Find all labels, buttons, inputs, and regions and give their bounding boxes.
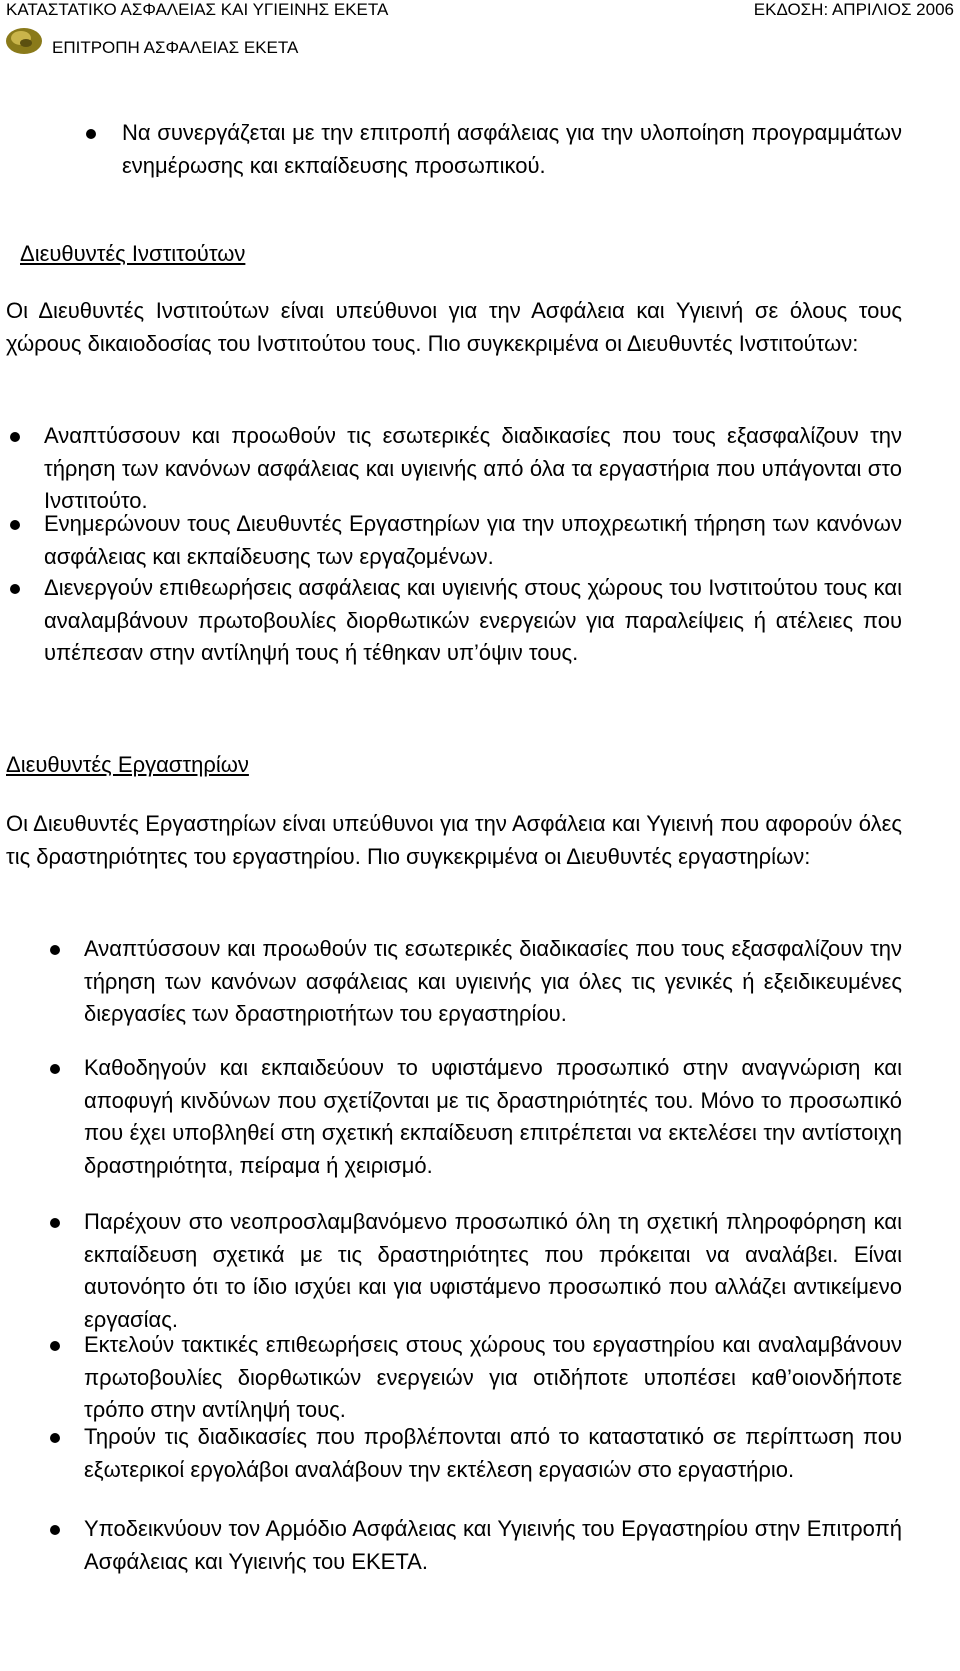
list-item: Εκτελούν τακτικές επιθεωρήσεις στους χώρους του εργαστηρίου και αναλαμβάνουν πρωτοβουλίες διορθωτικών ενεργειών για οτιδήποτε υποπέσει καθ’οιονδήποτε τρόπο στην αντίληψή τους. [84,1332,902,1422]
page-header [0,0,960,62]
list-item: Ενημερώνουν τους Διευθυντές Εργαστηρίων για την υποχρεωτική τήρηση των κανόνων ασφάλειας και εκπαίδευσης των εργαζομένων. [44,511,902,569]
bullet-icon [86,129,96,139]
list-item: Να συνεργάζεται με την επιτροπή ασφάλειας για την υλοποίηση προγραμμάτων ενημέρωσης και εκπαίδευσης προσωπικού. [122,120,902,178]
document-title: ΚΑΤΑΣΤΑΤΙΚΟ ΑΣΦΑΛΕΙΑΣ ΚΑΙ ΥΓΙΕΙΝΗΣ ΕΚΕΤΑ [6,0,389,19]
section-paragraph: Οι Διευθυντές Ινστιτούτων είναι υπεύθυνοι για την Ασφάλεια και Υγιεινή σε όλους τους χώρους δικαιοδοσίας του Ινστιτούτου τους. Πιο συγκεκριμένα οι Διευθυντές Ινστιτούτων: [6,298,902,356]
list-item: Αναπτύσσουν και προωθούν τις εσωτερικές διαδικασίες που τους εξασφαλίζουν την τήρηση των κανόνων ασφάλειας και υγιεινής από όλα τα εργαστήρια που υπάγονται στο Ινστιτούτο. [44,423,902,513]
list-item: Παρέχουν στο νεοπροσλαμβανόμενο προσωπικό όλη τη σχετική πληροφόρηση και εκπαίδευση σχετικά με τις δραστηριότητες που πρόκειται να αναλάβει. Είναι αυτονόητο ότι το ίδιο ισχύει και για υφιστάμενο προσωπικό που αλλάζει αντικείμενο εργασίας. [84,1209,902,1332]
bullet-icon [50,1433,60,1443]
section-paragraph: Οι Διευθυντές Εργαστηρίων είναι υπεύθυνοι για την Ασφάλεια και Υγιεινή που αφορούν όλες τις δραστηριότητες του εργαστηρίου. Πιο συγκεκριμένα οι Διευθυντές εργαστηρίων: [6,811,902,869]
list-item: Διενεργούν επιθεωρήσεις ασφάλειας και υγιεινής στους χώρους του Ινστιτούτου τους και αναλαμβάνουν πρωτοβουλίες διορθωτικών ενεργειών για παραλείψεις ή ατέλειες που υπέπεσαν στην αντίληψή τους ή τέθηκαν υπ’όψιν τους. [44,575,902,665]
section-heading: Διευθυντές Εργαστηρίων [6,752,249,777]
section-heading: Διευθυντές Ινστιτούτων [20,241,246,266]
bullet-icon [50,1218,60,1228]
bullet-icon [50,1341,60,1351]
bullet-icon [10,432,20,442]
bullet-icon [10,520,20,530]
list-item: Τηρούν τις διαδικασίες που προβλέπονται από το καταστατικό σε περίπτωση που εξωτερικοί εργολάβοι αναλάβουν την εκτέλεση εργασιών στο εργαστήριο. [84,1424,902,1482]
list-item: Υποδεικνύουν τον Αρμόδιο Ασφάλειας και Υγιεινής του Εργαστηρίου στην Επιτροπή Ασφάλειας και Υγιεινής του ΕΚΕΤΑ. [84,1516,902,1574]
bullet-icon [10,584,20,594]
committee-name: ΕΠΙΤΡΟΠΗ ΑΣΦΑΛΕΙΑΣ ΕΚΕΤΑ [52,38,299,57]
list-item: Αναπτύσσουν και προωθούν τις εσωτερικές διαδικασίες που τους εξασφαλίζουν την τήρηση των κανόνων ασφάλειας και υγιεινής για όλες τις γενικές ή εξειδικευμένες διεργασίες των δραστηριοτήτων του εργαστηρίου. [84,936,902,1026]
bullet-icon [50,945,60,955]
logo-icon [4,26,44,56]
bullet-icon [50,1064,60,1074]
list-item: Καθοδηγούν και εκπαιδεύουν το υφιστάμενο προσωπικό στην αναγνώριση και αποφυγή κινδύνων που σχετίζονται με τις δραστηριότητές του. Μόνο το προσωπικό που έχει υποβληθεί στη σχετική εκπαίδευση επιτρέπεται να εκτελέσει την αντίστοιχη δραστηριότητα, πείραμα ή χειρισμό. [84,1055,902,1178]
bullet-icon [50,1525,60,1535]
edition-date: ΕΚΔΟΣΗ: ΑΠΡΙΛΙΟΣ 2006 [753,0,954,19]
